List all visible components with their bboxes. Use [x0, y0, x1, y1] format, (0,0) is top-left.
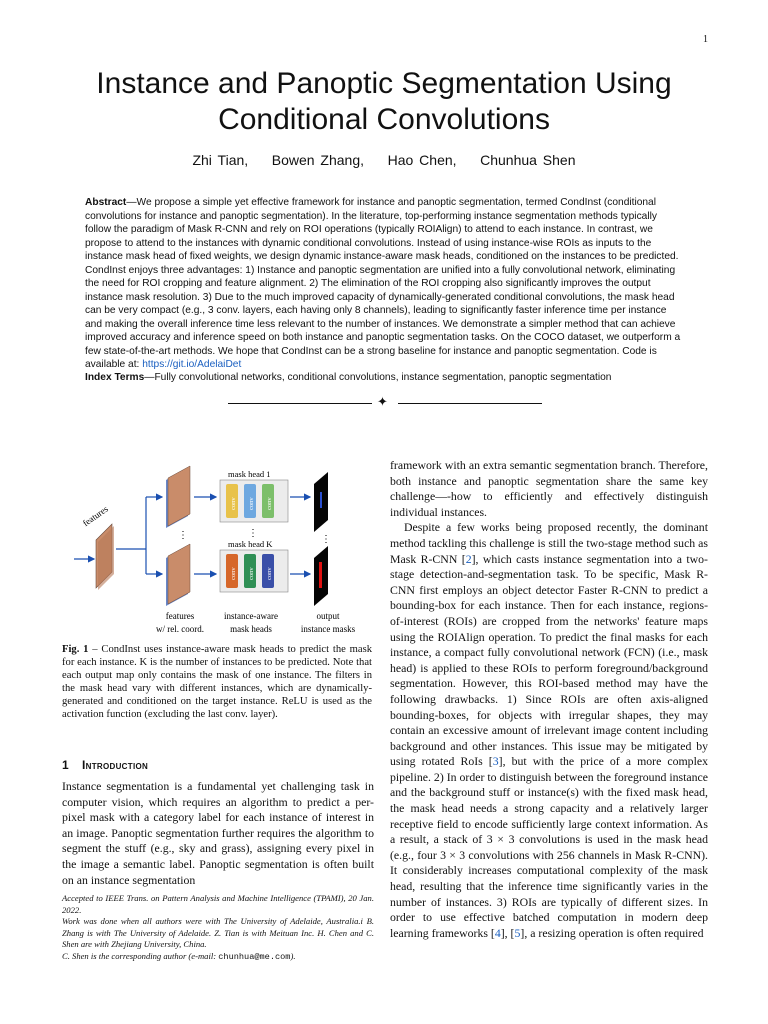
footnote-corresponding: C. Shen is the corresponding author (e-mail: chunhua@me.com).	[62, 950, 296, 962]
mask-head-k-label: mask head K	[228, 539, 273, 549]
label-features: features	[165, 611, 195, 621]
divider-line-left	[228, 403, 372, 404]
author: Zhi Tian,	[192, 152, 249, 168]
footnote-affiliation: Work was done when all authors were with The University of Adelaide, Australia.i B. Zhang is with The University of Adelaide. Z. Tian is with Meituan Inc. H. Chen and C. Shen are with Zhejiang University, China.	[62, 916, 374, 950]
mask-head-1	[220, 480, 288, 522]
author: Chunhua Shen	[480, 152, 576, 168]
section-title: Introduction	[82, 758, 149, 772]
abstract-text: —We propose a simple yet effective framework for instance and panoptic segmentation, termed CondInst (conditional convolutions for instance and panoptic segmentation). In the literature, top-performing instance segmentation methods typically follow the paradigm of Mask R-CNN and rely on ROI operations (typically ROIAlign) to attend to each instance. In contrast, we propose to attend to the instances with dynamic conditional convolutions. Instead of using instance-wise ROIs as inputs to the instance mask head of fixed weights, we design dynamic instance-aware mask heads, conditioned on the instances to be predicted. CondInst enjoys three advantages: 1) Instance and panoptic segmentation are unified into a fully convolutional network, eliminating the need for ROI cropping and feature alignment. 2) The elimination of the ROI cropping also significantly improves the output instance mask resolution. 3) Due to the much improved capacity of dynamically-generated conditional convolutions, the mask head can be very compact (e.g., 3 conv. layers, each having only 8 channels), leading to significantly faster inference time per instance and making the overall inference time less relevant to the number of instances. We demonstrate a simpler method that can achieve improved accuracy and inference speed on both instance and panoptic segmentation tasks. On the COCO dataset, we outperform a few state-of-the-art methods. We hope that CondInst can be a strong baseline for instance and panoptic segmentation. Code is available at:	[85, 197, 681, 370]
citation-link[interactable]: 5	[514, 925, 521, 940]
conv-layer-label: conv	[248, 497, 255, 510]
section-number: 1	[62, 758, 69, 772]
output-mask-k	[314, 546, 328, 606]
author: Bowen Zhang,	[271, 152, 365, 168]
citation-link[interactable]: 3	[492, 754, 499, 769]
author: Hao Chen,	[387, 152, 457, 168]
label-output: output	[316, 611, 340, 621]
right-column-text	[390, 458, 708, 941]
index-terms-label: Index Terms	[85, 372, 145, 383]
index-terms-text: —Fully convolutional networks, conditional convolutions, instance segmentation, panoptic segmentation	[144, 372, 612, 383]
section-heading	[62, 758, 148, 772]
ellipsis-heads: ⋮	[248, 528, 258, 539]
bottom-feature-stack	[166, 544, 190, 606]
mask-head-k	[220, 550, 288, 592]
abstract	[85, 196, 685, 372]
figure-1-diagram	[62, 462, 372, 637]
abstract-label: Abstract	[85, 197, 127, 208]
citation-link[interactable]: 4	[494, 925, 501, 940]
conv-layer-label: conv	[266, 567, 273, 580]
title-line-1: Instance and Panoptic Segmentation Using	[96, 67, 672, 100]
conv-layer-label: conv	[230, 497, 237, 510]
divider-line-right	[398, 403, 542, 404]
label-mask-heads: instance-aware	[224, 611, 278, 621]
caption-label: Fig. 1	[62, 644, 89, 655]
features-label: features	[80, 503, 110, 529]
footnotes	[62, 893, 374, 964]
ellipsis-features: ⋮	[178, 530, 188, 541]
divider-star-icon: ✦	[377, 395, 388, 410]
output-mask-1	[314, 472, 328, 532]
code-link[interactable]: https://git.io/AdelaiDet	[142, 359, 242, 370]
label-mask-heads-sub: mask heads	[230, 624, 272, 634]
section-divider	[228, 395, 542, 410]
index-terms	[85, 372, 685, 383]
mask-head-1-label: mask head 1	[228, 469, 271, 479]
page-number: 1	[703, 34, 708, 45]
top-feature-stack	[166, 466, 190, 528]
footnote-accepted: Accepted to IEEE Trans. on Pattern Analysis and Machine Intelligence (TPAMI), 20 Jan. 2022.	[62, 893, 374, 915]
input-feature-map	[96, 524, 114, 590]
ellipsis-outputs: ⋮	[321, 534, 331, 545]
conv-layer-label: conv	[230, 567, 237, 580]
figure-1-caption	[62, 643, 372, 721]
paragraph-mask-rcnn: Despite a few works being proposed recently, the dominant method tackling this challenge is still the two-stage method such as Mask R-CNN [2], which casts instance segmentation into a two-stage detection-and-segmentation task. To be specific, Mask R-CNN first employs an object detector Faster R-CNN to predict a bounding-box for each instance. Then for each instance, regions-of-interest (ROIs) are cropped from the networks' feature maps using the ROIAlign operation. To predict the final masks for each instance, a compact fully convolutional network (FCN) (i.e., mask head) is applied to these ROIs to perform foreground/background segmentation. However, this ROI-based method may have the following drawbacks. 1) Since ROIs are often axis-aligned bounding-boxes, for objects with irregular shapes, they may contain an excessive amount of irrelevant image content including background and other instances. This issue may be mitigated by using rotated RoIs [3], but with the price of a more complex pipeline. 2) In order to distinguish between the foreground instance and the background stuff or instance(s) with the fixed mask head, the mask head needs a strong capacity and a relatively larger receptive field to encode sufficiently large context information. As a result, a stack of 3 × 3 convolutions is used in the mask head (e.g., four 3 × 3 convolutions with 256 channels in Mask R-CNN). It considerably increases computational complexity of the mask head, resulting that the inference time significantly varies in the number of instances. 3) ROIs are typically of different sizes. In order to use effective batched computation in modern deep learning frameworks [4], [5], a resizing operation is often required	[390, 520, 708, 940]
author-list	[40, 152, 728, 168]
title-line-2: Conditional Convolutions	[218, 103, 550, 136]
citation-link[interactable]: 2	[465, 551, 472, 566]
label-features-sub: w/ rel. coord.	[156, 624, 204, 634]
paragraph-framework: framework with an extra semantic segmentation branch. Therefore, both instance and panoptic segmentation share the same key challenge—-how to efficiently and effectively distinguish individual instances.	[390, 458, 708, 519]
email-address: chunhua@me.com	[218, 951, 291, 962]
introduction-paragraph: Instance segmentation is a fundamental yet challenging task in computer vision, which requires an algorithm to predict a per-pixel mask with a category label for each instance of interest in an image. Panoptic segmentation further requires the algorithm to segment the stuff (e.g., sky and grass), assigning every pixel in the image a semantic label. Panoptic segmentation is often built on an instance segmentation	[62, 779, 374, 887]
caption-text: – CondInst uses instance-aware mask heads to predict the mask for each instance. K is the number of instances to be predicted. Note that each output map only contains the mask of one instance. The filters in the mask head vary with different instances, which are dynamically-generated and conditioned on the target instance. ReLU is used as the activation function (excluding the last conv. layer).	[62, 644, 372, 720]
conv-layer-label: conv	[266, 497, 273, 510]
conv-layer-label: conv	[248, 567, 255, 580]
label-output-sub: instance masks	[300, 624, 356, 634]
paper-title	[40, 66, 728, 138]
